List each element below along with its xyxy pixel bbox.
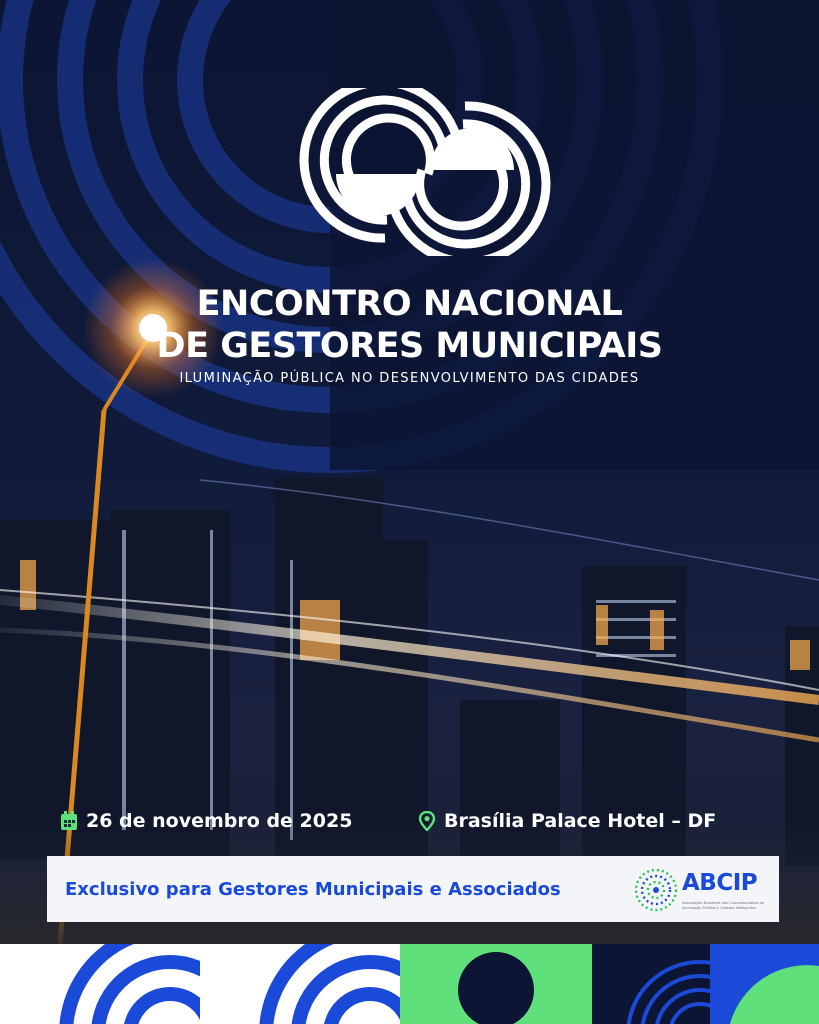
- event-location: [418, 810, 716, 832]
- decorative-pattern-strip: [0, 944, 819, 1024]
- abcip-name: ABCIP: [682, 870, 758, 896]
- calendar-icon: [60, 811, 78, 831]
- abcip-logo: [633, 864, 773, 916]
- exclusive-banner: [47, 856, 779, 922]
- abcip-tagline: Associação Brasileira das Concessionárias de Iluminação Pública e Cidades Inteligentes: [682, 900, 765, 910]
- event-location-text: Brasília Palace Hotel – DF: [444, 810, 717, 832]
- event-title-line1: ENCONTRO NACIONAL: [196, 284, 623, 324]
- map-pin-icon: [418, 811, 436, 831]
- event-title-line2: DE GESTORES MUNICIPAIS: [156, 326, 663, 366]
- abcip-dots-icon: [633, 867, 679, 913]
- event-date-text: 26 de novembro de 2025: [86, 810, 353, 832]
- exclusive-banner-text: Exclusivo para Gestores Municipais e Associados: [65, 878, 561, 900]
- event-date: [60, 810, 352, 832]
- event-subtitle: ILUMINAÇÃO PÚBLICA NO DESENVOLVIMENTO DAS CIDADES: [179, 371, 640, 386]
- event-logo-mark: [290, 88, 560, 256]
